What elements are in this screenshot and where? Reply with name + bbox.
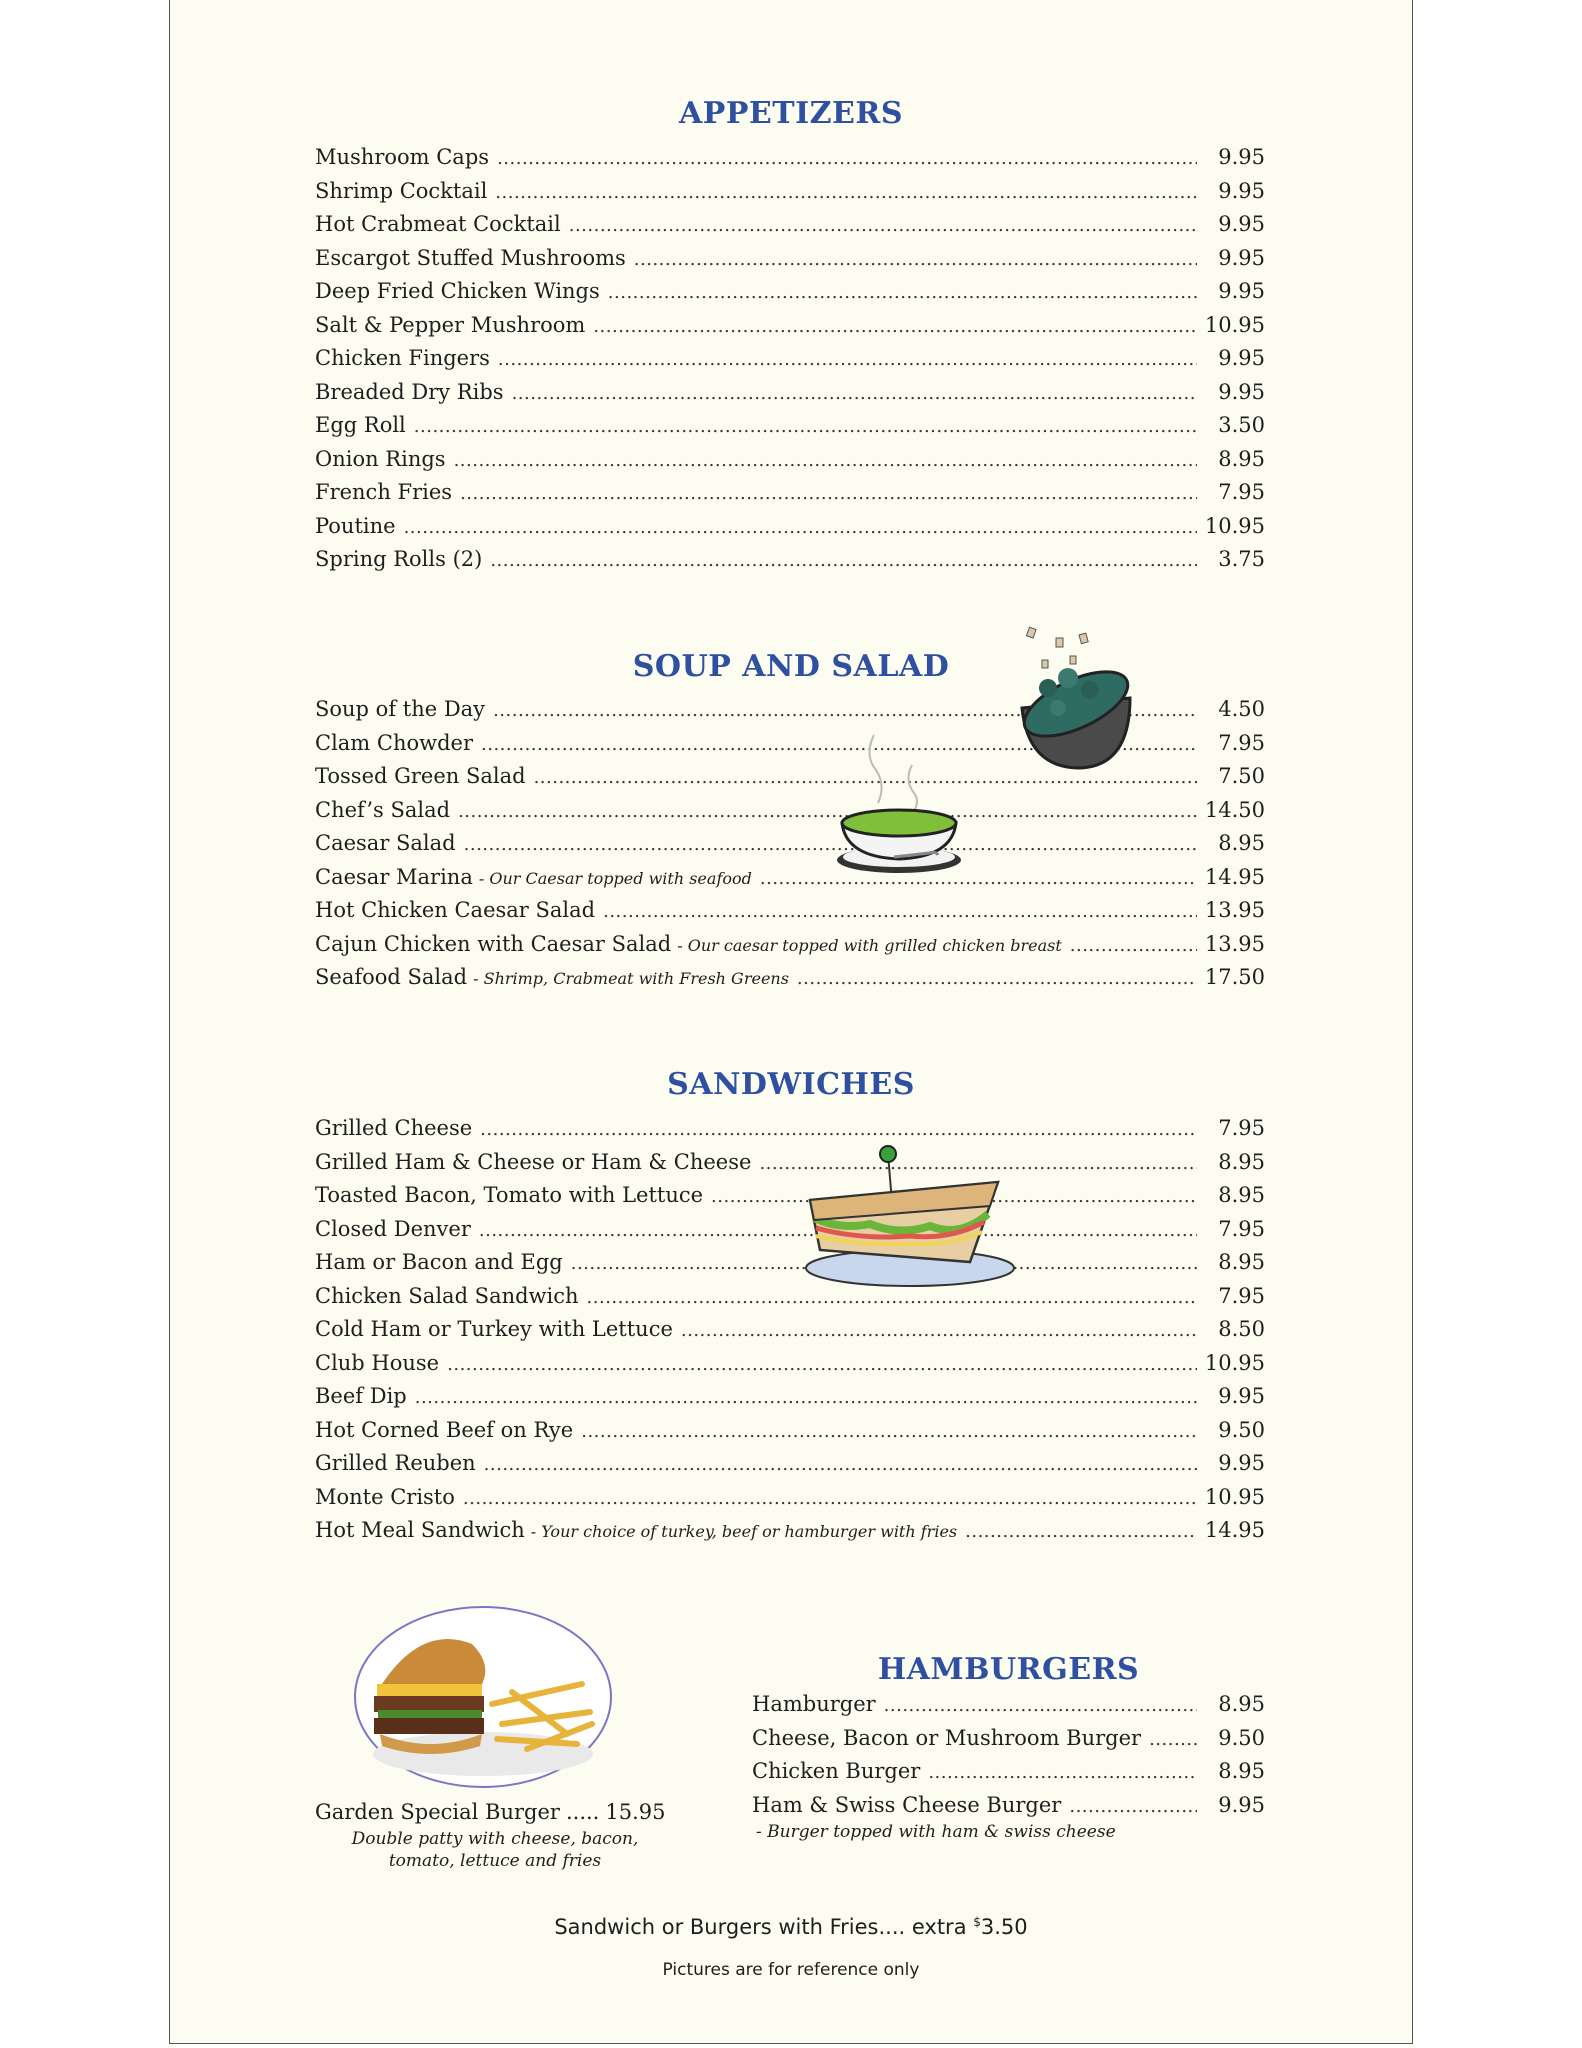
menu-item <box>315 1418 1265 1452</box>
hamburger-note: - Burger topped with ham & swiss cheese <box>756 1822 1116 1842</box>
dot-leader <box>603 901 1197 922</box>
menu-item <box>315 865 1265 899</box>
item-price: 8.95 <box>1218 446 1265 471</box>
menu-item <box>315 212 1265 246</box>
item-price: 13.95 <box>1204 931 1265 956</box>
menu-item <box>315 898 1265 932</box>
menu-item <box>315 313 1265 347</box>
disclaimer: Pictures are for reference only <box>662 1960 920 1980</box>
dot-leader <box>490 550 1197 571</box>
dot-leader <box>497 148 1197 169</box>
menu-item <box>315 413 1265 447</box>
dot-leader <box>1149 1729 1197 1750</box>
dot-leader <box>569 215 1197 236</box>
item-price: 17.50 <box>1204 965 1265 989</box>
fries-extra-price: 3.50 <box>980 1915 1028 1939</box>
dot-leader <box>447 1354 1197 1375</box>
item-name: Cheese, Bacon or Mushroom Burger <box>752 1725 1142 1750</box>
dot-leader <box>495 182 1197 203</box>
hamburgers-list <box>752 1692 1265 1826</box>
item-name: Spring Rolls (2) <box>315 547 483 571</box>
menu-item <box>315 514 1265 548</box>
dot-leader <box>463 1488 1197 1509</box>
item-price: 9.95 <box>1218 245 1265 270</box>
special-desc-line2: tomato, lettuce and fries <box>388 1851 602 1871</box>
item-name: Mushroom Caps <box>315 145 490 169</box>
item-price: 7.95 <box>1218 480 1265 504</box>
item-name: Chef’s Salad <box>315 797 451 822</box>
item-name: Caesar Salad <box>315 831 456 855</box>
dot-leader <box>415 1387 1197 1408</box>
item-description: - Our caesar topped with grilled chicken breast <box>677 935 1062 955</box>
item-description: - Shrimp, Crabmeat with Fresh Greens <box>473 969 789 988</box>
menu-item <box>752 1692 1265 1726</box>
menu-page <box>169 0 1413 2044</box>
item-name: Soup of the Day <box>315 697 486 721</box>
menu-item <box>315 1150 1265 1184</box>
item-description: - Your choice of turkey, beef or hamburger with fries <box>530 1522 958 1541</box>
item-price: 10.95 <box>1204 1350 1265 1375</box>
menu-item <box>315 447 1265 481</box>
menu-item <box>315 1384 1265 1418</box>
dot-leader <box>587 1287 1197 1308</box>
item-name: Beef Dip <box>315 1384 407 1408</box>
menu-item <box>752 1793 1265 1827</box>
item-name: Tossed Green Salad <box>315 764 526 788</box>
special-dots: ..... <box>565 1800 600 1824</box>
item-name: Breaded Dry Ribs <box>315 379 504 404</box>
menu-item <box>315 547 1265 581</box>
fries-extra-note <box>170 1915 1412 1939</box>
item-name: Toasted Bacon, Tomato with Lettuce <box>315 1183 704 1207</box>
item-name: Closed Denver <box>315 1216 471 1241</box>
dot-leader <box>581 1421 1197 1442</box>
item-price: 8.50 <box>1218 1317 1265 1341</box>
item-price: 9.95 <box>1218 1792 1265 1817</box>
sandwiches-list <box>315 1116 1265 1552</box>
menu-item <box>315 145 1265 179</box>
item-name: Seafood Salad <box>315 965 468 989</box>
hamburgers-block <box>752 1692 1265 1842</box>
dot-leader <box>458 801 1197 822</box>
item-name: Hot Chicken Caesar Salad <box>315 898 596 922</box>
menu-item <box>315 1317 1265 1351</box>
item-price: 7.95 <box>1218 1116 1265 1140</box>
item-name: Clam Chowder <box>315 730 474 755</box>
item-price: 8.95 <box>1218 1759 1265 1783</box>
dot-leader <box>681 1320 1197 1341</box>
item-price: 9.95 <box>1218 279 1265 303</box>
item-price: 9.50 <box>1218 1725 1265 1750</box>
sandwiches-heading: SANDWICHES <box>667 1067 915 1102</box>
item-name: Deep Fried Chicken Wings <box>315 279 600 303</box>
item-price: 9.95 <box>1218 379 1265 404</box>
item-price: 8.95 <box>1218 1250 1265 1274</box>
item-name: Hot Corned Beef on Rye <box>315 1417 574 1442</box>
dot-leader <box>797 968 1197 989</box>
item-name: French Fries <box>315 480 453 504</box>
dot-leader <box>480 1119 1197 1140</box>
dot-leader <box>593 316 1197 337</box>
special-name: Garden Special Burger <box>315 1800 560 1824</box>
item-name: Caesar Marina <box>315 864 473 889</box>
item-price: 4.50 <box>1218 697 1265 721</box>
item-price: 8.95 <box>1218 1183 1265 1207</box>
item-price: 7.95 <box>1218 730 1265 755</box>
dot-leader <box>1070 935 1197 956</box>
dot-leader <box>414 416 1197 437</box>
dot-leader <box>512 383 1197 404</box>
menu-item <box>315 831 1265 865</box>
item-price: 14.50 <box>1204 797 1265 822</box>
menu-item <box>315 1250 1265 1284</box>
item-name: Ham or Bacon and Egg <box>315 1250 563 1274</box>
menu-item <box>315 480 1265 514</box>
item-price: 9.95 <box>1218 1384 1265 1408</box>
item-name: Chicken Burger <box>752 1759 921 1783</box>
special-desc-line1: Double patty with cheese, bacon, <box>351 1829 639 1849</box>
item-name: Shrimp Cocktail <box>315 178 488 203</box>
item-price: 9.95 <box>1218 178 1265 203</box>
menu-item <box>315 798 1265 832</box>
menu-item <box>315 1116 1265 1150</box>
item-name: Ham & Swiss Cheese Burger <box>752 1792 1062 1817</box>
item-price: 10.95 <box>1204 513 1265 538</box>
menu-item <box>315 1217 1265 1251</box>
item-name: Salt & Pepper Mushroom <box>315 312 586 337</box>
item-name: Hamburger <box>752 1692 876 1716</box>
menu-item <box>315 1485 1265 1519</box>
item-name: Escargot Stuffed Mushrooms <box>315 245 626 270</box>
item-price: 9.50 <box>1218 1417 1265 1442</box>
menu-item <box>315 965 1265 999</box>
item-price: 3.50 <box>1218 413 1265 437</box>
menu-item <box>315 1451 1265 1485</box>
item-name: Club House <box>315 1350 440 1375</box>
item-price: 9.95 <box>1218 346 1265 370</box>
item-name: Chicken Salad Sandwich <box>315 1283 579 1308</box>
menu-item <box>752 1726 1265 1760</box>
burger-plate-illustration <box>352 1604 614 1790</box>
garden-special <box>315 1800 675 1872</box>
dot-leader <box>760 868 1197 889</box>
item-name: Egg Roll <box>315 413 406 437</box>
item-name: Hot Crabmeat Cocktail <box>315 212 561 236</box>
item-price: 10.95 <box>1204 1484 1265 1509</box>
item-price: 8.95 <box>1218 831 1265 855</box>
item-name: Monte Cristo <box>315 1484 455 1509</box>
menu-item <box>315 179 1265 213</box>
item-description: - Our Caesar topped with seafood <box>478 868 752 888</box>
salad-bowl-illustration <box>1008 618 1138 778</box>
item-name: Grilled Ham & Cheese or Ham & Cheese <box>315 1149 752 1174</box>
item-price: 10.95 <box>1204 312 1265 337</box>
menu-item <box>315 380 1265 414</box>
menu-item <box>315 1284 1265 1318</box>
appetizers-heading: APPETIZERS <box>679 96 903 131</box>
item-name: Poutine <box>315 513 396 538</box>
dot-leader <box>460 483 1197 504</box>
fries-extra-currency: $ <box>973 1915 981 1929</box>
dot-leader <box>464 834 1197 855</box>
soup-bowl-illustration <box>834 725 964 875</box>
item-price: 7.95 <box>1218 1283 1265 1308</box>
item-price: 3.75 <box>1218 547 1265 571</box>
fries-extra-text: Sandwich or Burgers with Fries.... extra <box>554 1915 974 1939</box>
dot-leader <box>634 249 1197 270</box>
dot-leader <box>884 1695 1197 1716</box>
item-price: 8.95 <box>1218 1149 1265 1174</box>
menu-item <box>752 1759 1265 1793</box>
dot-leader <box>608 282 1197 303</box>
item-price: 14.95 <box>1204 864 1265 889</box>
soup-salad-heading: SOUP AND SALAD <box>632 649 950 684</box>
dot-leader <box>498 349 1197 370</box>
dot-leader <box>454 450 1197 471</box>
item-price: 14.95 <box>1204 1518 1265 1542</box>
item-name: Hot Meal Sandwich <box>315 1518 525 1542</box>
menu-item <box>315 1183 1265 1217</box>
item-price: 9.95 <box>1218 1451 1265 1475</box>
dot-leader <box>484 1454 1197 1475</box>
item-price: 13.95 <box>1204 898 1265 922</box>
menu-item <box>315 932 1265 966</box>
special-price: 15.95 <box>605 1800 666 1824</box>
hamburgers-heading: HAMBURGERS <box>877 1652 1140 1687</box>
sandwich-illustration <box>800 1140 1020 1288</box>
item-name: Grilled Reuben <box>315 1451 476 1475</box>
dot-leader <box>1069 1796 1197 1817</box>
item-name: Cajun Chicken with Caesar Salad <box>315 931 672 956</box>
item-name: Chicken Fingers <box>315 346 490 370</box>
item-price: 9.95 <box>1218 145 1265 169</box>
menu-item <box>315 246 1265 280</box>
dot-leader <box>965 1521 1197 1542</box>
appetizers-list <box>315 145 1265 581</box>
menu-item <box>315 279 1265 313</box>
item-name: Grilled Cheese <box>315 1116 473 1140</box>
menu-item <box>315 346 1265 380</box>
dot-leader <box>928 1762 1197 1783</box>
item-price: 9.95 <box>1218 212 1265 236</box>
menu-item <box>315 1518 1265 1552</box>
item-price: 7.50 <box>1218 764 1265 788</box>
dot-leader <box>404 517 1197 538</box>
item-name: Onion Rings <box>315 446 446 471</box>
item-name: Cold Ham or Turkey with Lettuce <box>315 1317 673 1341</box>
menu-item <box>315 1351 1265 1385</box>
item-price: 7.95 <box>1218 1216 1265 1241</box>
item-price: 8.95 <box>1218 1692 1265 1716</box>
